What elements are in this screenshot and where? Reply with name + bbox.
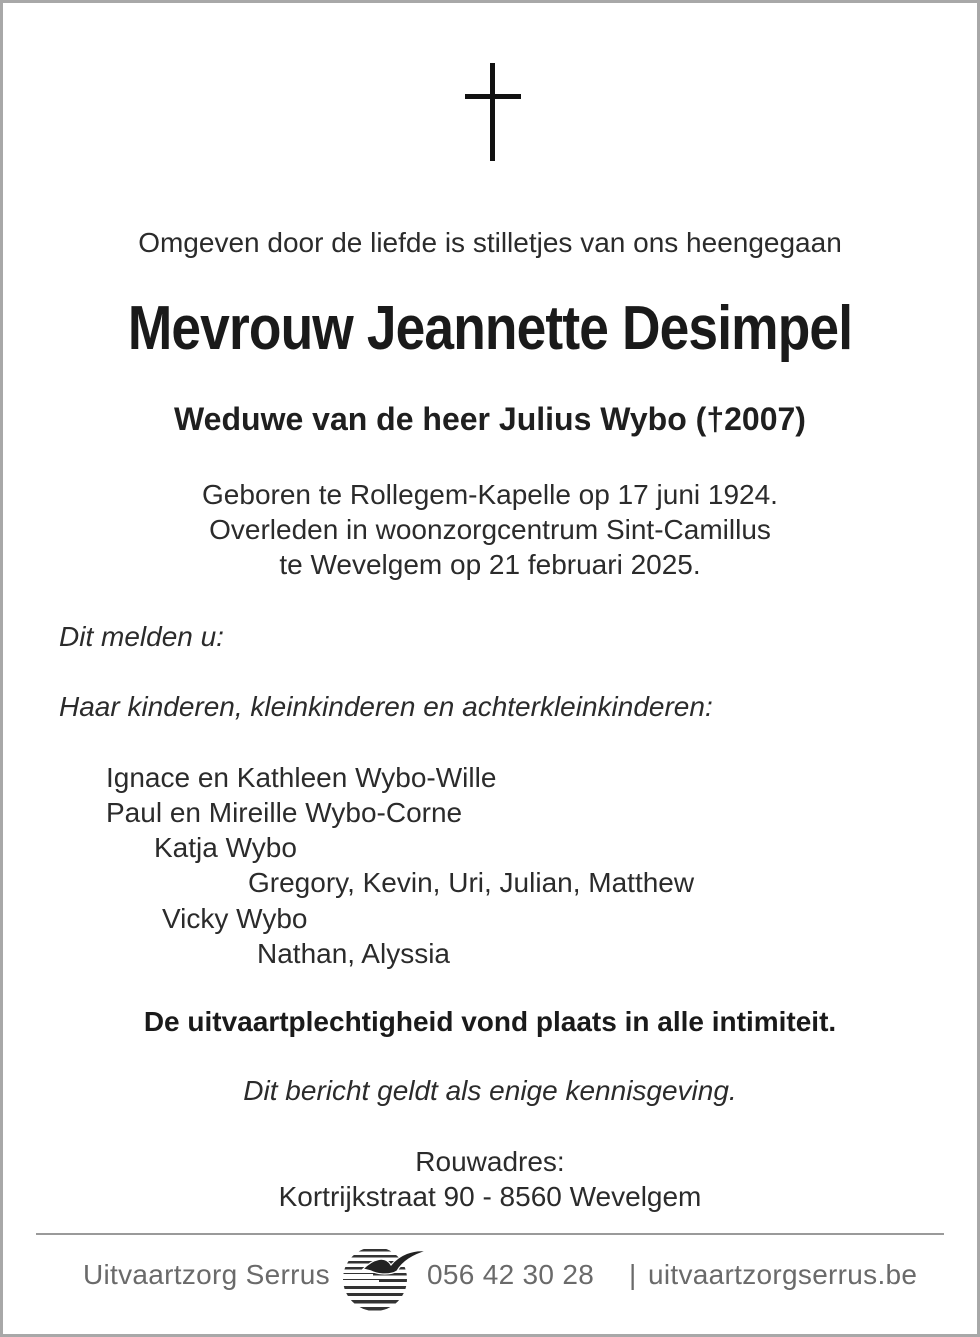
family-member: Katja Wybo [154,832,297,863]
family-heading: Haar kinderen, kleinkinderen en achterkleinkinderen: [59,691,713,722]
announced-by: Dit melden u: [59,621,224,652]
mourning-address: Kortrijkstraat 90 - 8560 Wevelgem [278,1181,702,1212]
notice-text: Dit bericht geldt als enige kennisgeving. [243,1075,737,1106]
birth-line: Geboren te Rollegem-Kapelle op 17 juni 1924. [202,479,778,510]
footer-divider [36,1233,944,1235]
phone-number: 056 42 30 28 [427,1259,595,1290]
death-place-line: te Wevelgem op 21 februari 2025. [279,549,701,580]
seagull-logo-icon [333,1241,429,1313]
death-line: Overleden in woonzorgcentrum Sint-Camillus [209,514,771,545]
mourning-address-label: Rouwadres: [415,1146,565,1177]
widow-line: Weduwe van de heer Julius Wybo (†2007) [174,401,806,437]
company-name: Uitvaartzorg Serrus [83,1259,330,1290]
family-member: Paul en Mireille Wybo-Corne [106,797,463,828]
ceremony-text: De uitvaartplechtigheid vond plaats in alle intimiteit. [143,1006,837,1037]
website-link[interactable]: uitvaartzorgserrus.be [648,1259,918,1290]
family-member: Vicky Wybo [162,903,308,934]
cross-icon [463,63,523,161]
footer-separator: | [629,1259,637,1290]
deceased-name: Mevrouw Jeannette Desimpel [127,294,853,363]
intro-text: Omgeven door de liefde is stilletjes van ons heengegaan [138,227,842,258]
family-member: Gregory, Kevin, Uri, Julian, Matthew [248,867,695,898]
family-member: Nathan, Alyssia [257,938,450,969]
family-member: Ignace en Kathleen Wybo-Wille [106,762,497,793]
